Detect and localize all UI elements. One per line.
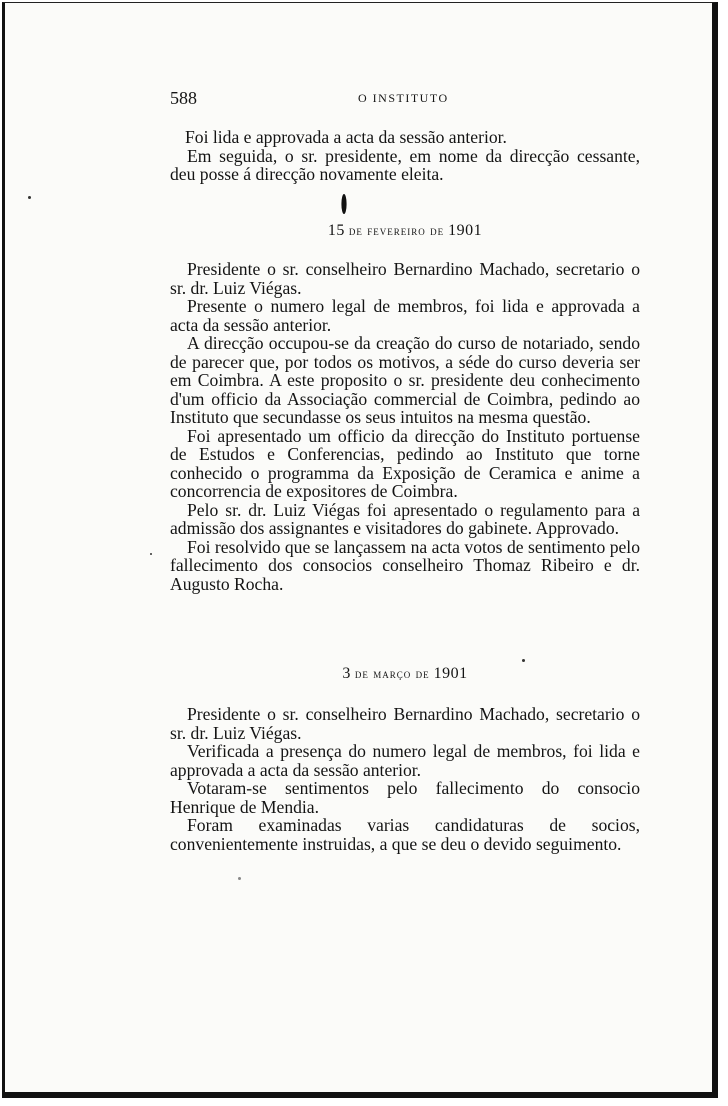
ink-speck (238, 877, 241, 880)
ink-speck (28, 196, 31, 199)
paragraph: Foi resolvido que se lançassem na acta votos de sentimento pelo fallecimento dos consocios conselheiro Thomaz Ribeiro e dr. Augusto Rocha. (170, 536, 640, 594)
paragraph: Votaram-se sentimentos pelo fallecimento do consocio Henrique de Mendia. (170, 778, 640, 817)
paragraph: Presente o numero legal de membros, foi lida e approvada a acta da sessão anterior. (170, 296, 640, 335)
running-head (170, 88, 640, 112)
journal-title: O INSTITUTO (358, 91, 449, 105)
session-1-text (170, 260, 640, 593)
ink-speck (150, 553, 152, 555)
session-month: de fevereiro de (348, 223, 445, 238)
ink-speck (522, 659, 525, 662)
paragraph: A direcção occupou-se da creação do curso de notariado, sendo de parecer que, por todos os motivos, a séde do curso deveria ser em Coimbra. A este proposito o sr. presidente deu conhecimento d'um officio da Associação commercial de Coimbra, pedindo ao Instituto que secundasse os seus intuitos na mesma questão. (170, 333, 640, 427)
paragraph: Foram examinadas varias candidaturas de socios, convenientemente instruidas, a que se deu o devido seguimento. (170, 815, 640, 854)
paragraph: Verificada a presença do numero legal de membros, foi lida e approvada a acta da sessão anterior. (170, 741, 640, 780)
paragraph: Presidente o sr. conselheiro Bernardino Machado, secretario o sr. dr. Luiz Viégas. (170, 704, 640, 743)
session-month: de março de (354, 666, 430, 681)
session-2-text (170, 705, 640, 853)
session-heading-2 (170, 665, 640, 683)
paragraph: Pelo sr. dr. Luiz Viégas foi apresentado o regulamento para a admissão dos assignantes e visitadores do gabinete. Approvado. (170, 499, 640, 538)
session-heading-1 (170, 222, 640, 240)
page-number: 588 (170, 88, 197, 108)
ink-blot-ornament (341, 192, 347, 216)
session-year: 1901 (433, 665, 468, 682)
session-day: 3 (342, 665, 351, 682)
intro-text (170, 128, 640, 184)
paragraph: Foi lida e approvada a acta da sessão anterior. (185, 127, 507, 147)
session-year: 1901 (448, 222, 483, 239)
paragraph: Em seguida, o sr. presidente, em nome da direcção cessante, deu posse á direcção novamente eleita. (170, 145, 640, 184)
paragraph: Foi apresentado um officio da direcção do Instituto portuense de Estudos e Conferencias, pedindo ao Instituto que torne conhecido o programma da Exposição de Ceramica e anime a concorrencia de expositores de Coimbra. (170, 425, 640, 501)
paragraph: Presidente o sr. conselheiro Bernardino Machado, secretario o sr. dr. Luiz Viégas. (170, 259, 640, 298)
session-day: 15 (327, 222, 345, 239)
